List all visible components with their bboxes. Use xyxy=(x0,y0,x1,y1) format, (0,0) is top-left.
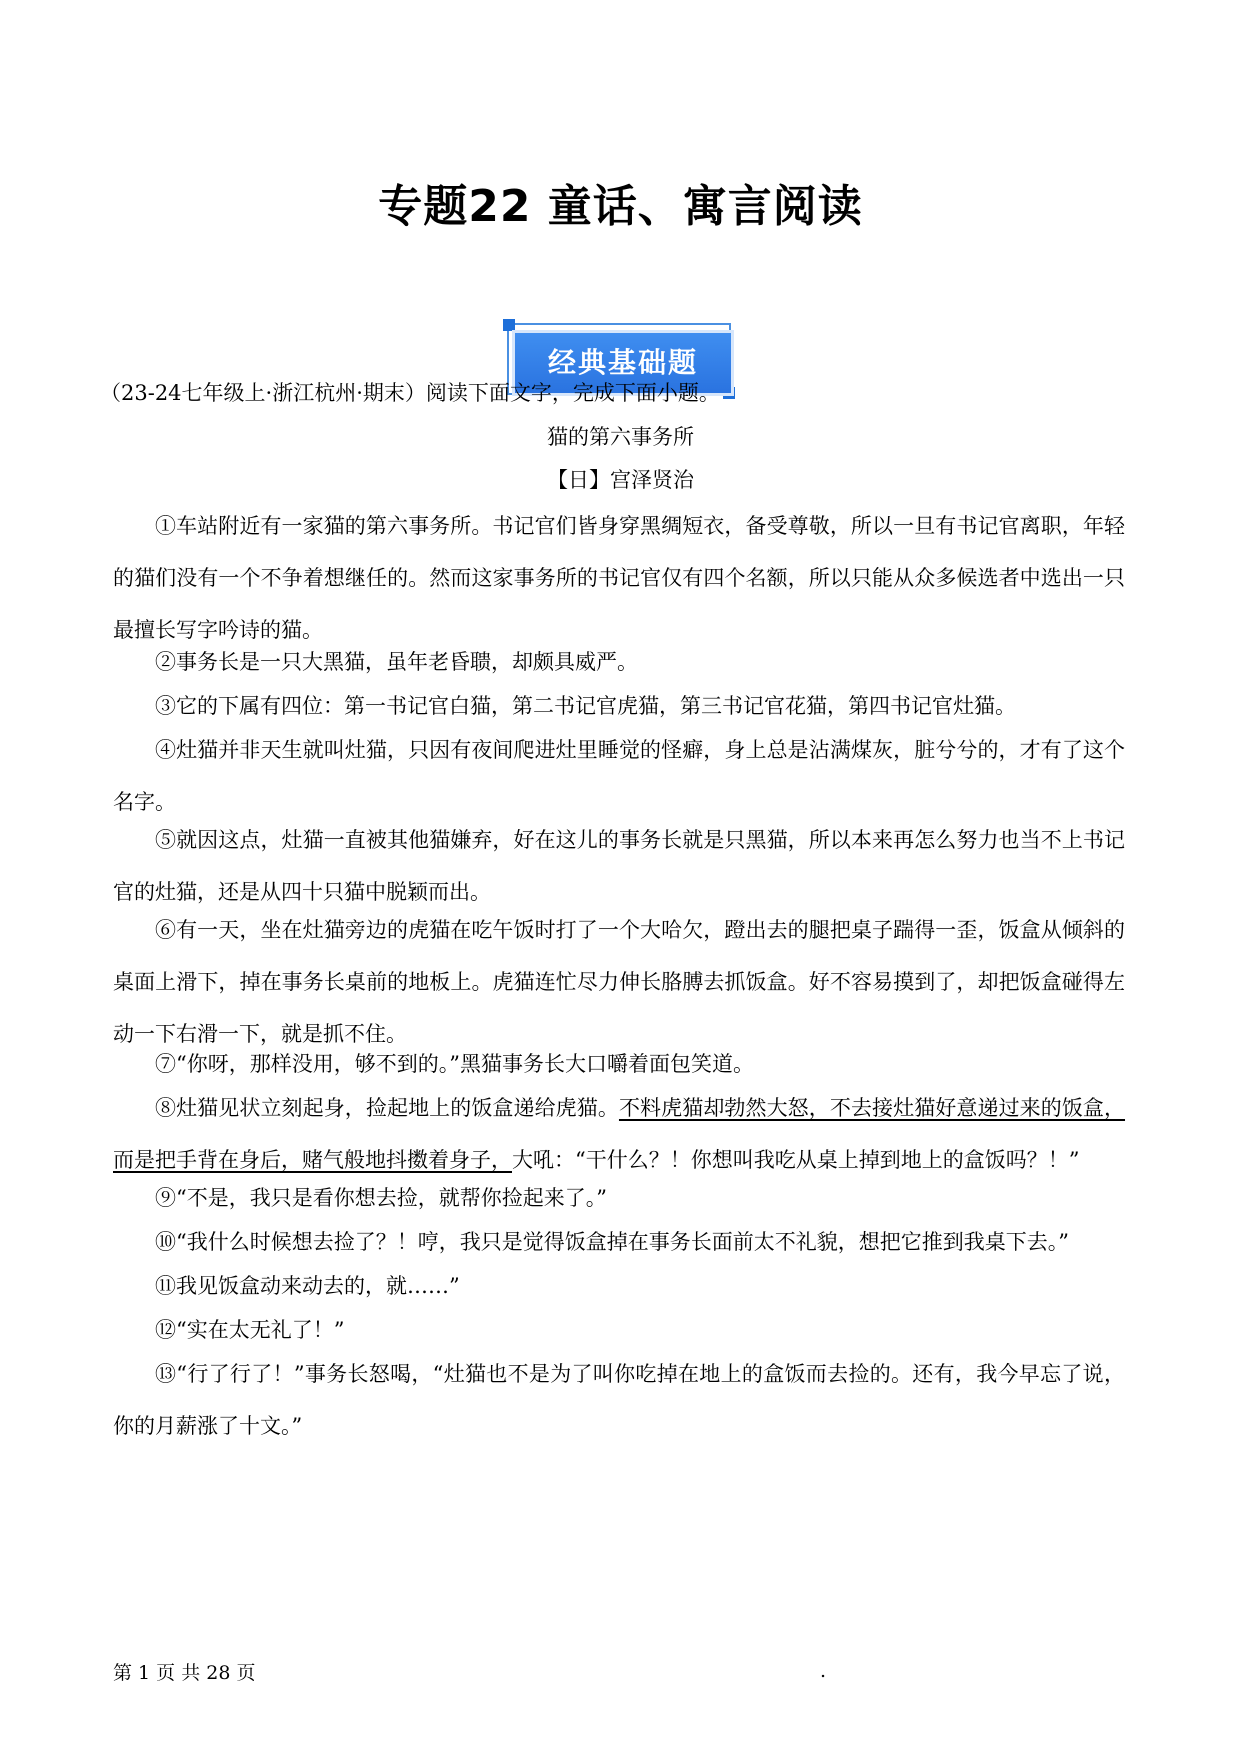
paragraph-4: ④灶猫并非天生就叫灶猫，只因有夜间爬进灶里睡觉的怪癖，身上总是沾满煤灰，脏兮兮的，才有了这个名字。 xyxy=(113,738,1125,814)
paragraph-5: ⑤就因这点，灶猫一直被其他猫嫌弃，好在这儿的事务长就是只黑猫，所以本来再怎么努力也当不上书记官的灶猫，还是从四十只猫中脱颖而出。 xyxy=(113,828,1125,904)
paragraph-12: ⑫“实在太无礼了！” xyxy=(155,1318,345,1342)
paragraph-8-start: ⑧灶猫见状立刻起身，捡起地上的饭盒递给虎猫。 xyxy=(155,1096,619,1120)
paragraph-13: ⑬“行了行了！”事务长怒喝，“灶猫也不是为了叫你吃掉在地上的盒饭而去捡的。还有，我今早忘了说，你的月薪涨了十文。” xyxy=(113,1362,1125,1438)
paragraph-10: ⑩“我什么时候想去捡了？！哼，我只是觉得饭盒掉在事务长面前太不礼貌，想把它推到我桌下去。” xyxy=(155,1230,1069,1254)
paragraph-6: ⑥有一天，坐在灶猫旁边的虎猫在吃午饭时打了一个大哈欠，蹬出去的腿把桌子踹得一歪，饭盒从倾斜的桌面上滑下，掉在事务长桌前的地板上。虎猫连忙尽力伸长胳膊去抓饭盒。好不容易摸到了，却把饭盒碰得左动一下右滑一下，就是抓不住。 xyxy=(113,918,1125,1046)
story-author: 【日】宫泽贤治 xyxy=(547,468,694,492)
story-title: 猫的第六事务所 xyxy=(547,425,694,449)
paragraph-8 xyxy=(113,1082,1125,1186)
page-footer: 第 1 页 共 28 页 xyxy=(113,1662,256,1684)
paragraph-9: ⑨“不是，我只是看你想去捡，就帮你捡起来了。” xyxy=(155,1186,607,1210)
source-intro: （23-24七年级上·浙江杭州·期末）阅读下面文字，完成下面小题。 xyxy=(100,381,720,405)
paragraph-2: ②事务长是一只大黑猫，虽年老昏聩，却颇具威严。 xyxy=(155,650,638,674)
paragraph-1: ①车站附近有一家猫的第六事务所。书记官们皆身穿黑绸短衣，备受尊敬，所以一旦有书记官离职，年轻的猫们没有一个不争着想继任的。然而这家事务所的书记官仅有四个名额，所以只能从众多候选者中选出一只最擅长写字吟诗的猫。 xyxy=(113,514,1125,642)
paragraph-7: ⑦“你呀，那样没用，够不到的。”黑猫事务长大口嚼着面包笑道。 xyxy=(155,1052,754,1076)
paragraph-3: ③它的下属有四位：第一书记官白猫，第二书记官虎猫，第三书记官花猫，第四书记官灶猫。 xyxy=(155,694,1016,718)
badge-corner-top-left xyxy=(503,319,515,331)
document-title: 专题22 童话、寓言阅读 xyxy=(378,181,863,232)
footer-mark: . xyxy=(820,1660,827,1682)
paragraph-8-end: 大吼：“干什么？！你想叫我吃从桌上掉到地上的盒饭吗？！” xyxy=(512,1148,1080,1172)
paragraph-11: ⑪我见饭盒动来动去的，就……” xyxy=(155,1274,460,1298)
underlined-sentence: 不料虎猫却勃然大怒，不去接灶猫好意递过来的饭盒，而是把手背在身后，赌气般地抖擞着身子， xyxy=(113,1096,1126,1172)
badge-label: 经典基础题 xyxy=(515,333,731,393)
